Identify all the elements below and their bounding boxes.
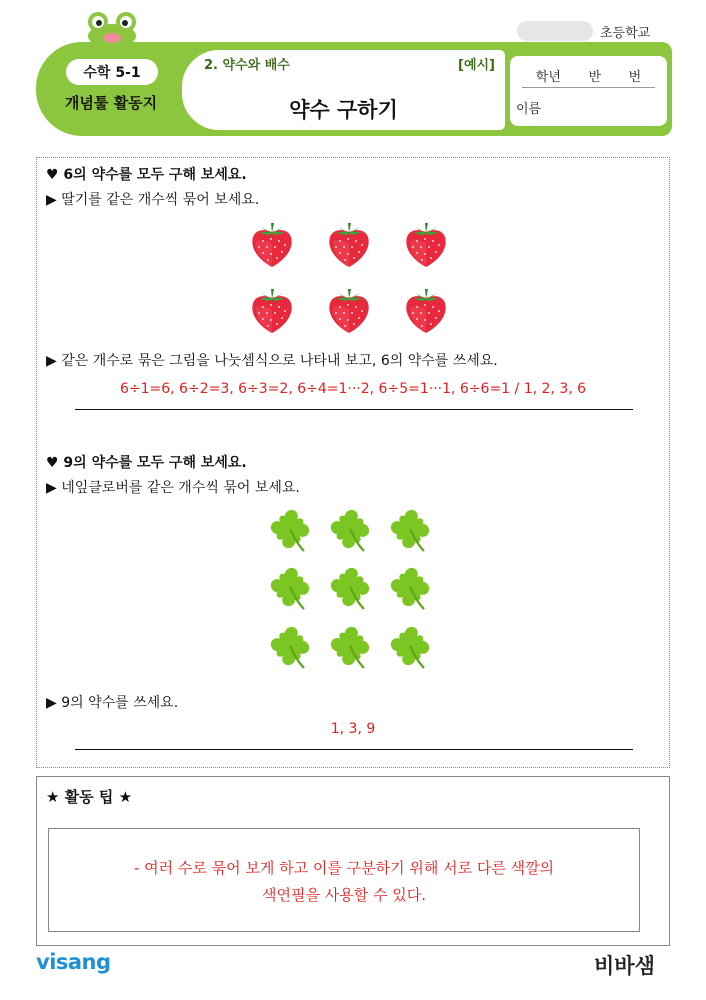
unit-label: 2. 약수와 배수 xyxy=(204,58,290,73)
problem2-instruction-group: ▶ 네잎클로버를 같은 개수씩 묶어 보세요. xyxy=(46,480,300,496)
tip-line-1: - 여러 수로 묶어 보게 하고 이를 구분하기 위해 서로 다른 색깔의 xyxy=(133,859,555,877)
example-tag: [예시] xyxy=(458,58,495,73)
strawberry-icon[interactable] xyxy=(401,219,451,269)
subject-badge: 수학 5-1 xyxy=(66,59,158,85)
problem1-instruction-group: ▶ 딸기를 같은 개수씩 묶어 보세요. xyxy=(46,192,260,208)
activity-label: 개념툴 활동지 xyxy=(64,94,158,112)
problem1-answer-line xyxy=(75,409,633,410)
tip-text xyxy=(49,855,639,909)
problem2-heading: ♥ 9의 약수를 모두 구해 보세요. xyxy=(46,455,247,471)
clover-icon[interactable] xyxy=(326,505,376,555)
tip-content-box xyxy=(48,828,640,932)
problem2-answer-line xyxy=(75,749,633,750)
page-title: 약수 구하기 xyxy=(289,98,398,122)
clover-icon[interactable] xyxy=(326,622,376,672)
grade-class-number-row xyxy=(522,66,655,88)
clover-icon[interactable] xyxy=(266,622,316,672)
strawberry-icon[interactable] xyxy=(324,219,374,269)
problem2-answer: 1, 3, 9 xyxy=(330,721,376,737)
problem1-instruction-division: ▶ 같은 개수로 묶은 그림을 나눗셈식으로 나타내 보고, 6의 약수를 쓰세요. xyxy=(46,353,498,369)
bibasam-logo: 비바샘 xyxy=(594,954,655,978)
strawberry-icon[interactable] xyxy=(247,285,297,335)
frog-icon xyxy=(86,10,138,46)
problem1-answer: 6÷1=6, 6÷2=3, 6÷3=2, 6÷4=1···2, 6÷5=1···1, 6÷6=1 / 1, 2, 3, 6 xyxy=(119,381,587,397)
strawberry-icon[interactable] xyxy=(401,285,451,335)
problem1-heading: ♥ 6의 약수를 모두 구해 보세요. xyxy=(46,167,247,183)
number-label: 번 xyxy=(628,70,642,85)
clover-icon[interactable] xyxy=(386,622,436,672)
clover-icon[interactable] xyxy=(386,505,436,555)
school-name-field xyxy=(517,21,593,41)
tip-title: ★ 활동 팁 ★ xyxy=(46,788,133,806)
clover-icon[interactable] xyxy=(386,563,436,613)
school-label: 초등학교 xyxy=(600,26,651,41)
clover-icon[interactable] xyxy=(326,563,376,613)
clover-icon[interactable] xyxy=(266,505,316,555)
student-info-box xyxy=(510,56,667,126)
problem2-instruction-divisors: ▶ 9의 약수를 쓰세요. xyxy=(46,695,179,711)
class-label: 반 xyxy=(588,70,602,85)
visang-logo: visang xyxy=(36,950,111,974)
name-label: 이름 xyxy=(516,102,542,117)
clover-icon[interactable] xyxy=(266,563,316,613)
grade-label: 학년 xyxy=(535,70,561,85)
title-box xyxy=(179,47,508,133)
strawberry-icon[interactable] xyxy=(324,285,374,335)
strawberry-icon[interactable] xyxy=(247,219,297,269)
tip-line-2: 색연필을 사용할 수 있다. xyxy=(262,886,426,904)
